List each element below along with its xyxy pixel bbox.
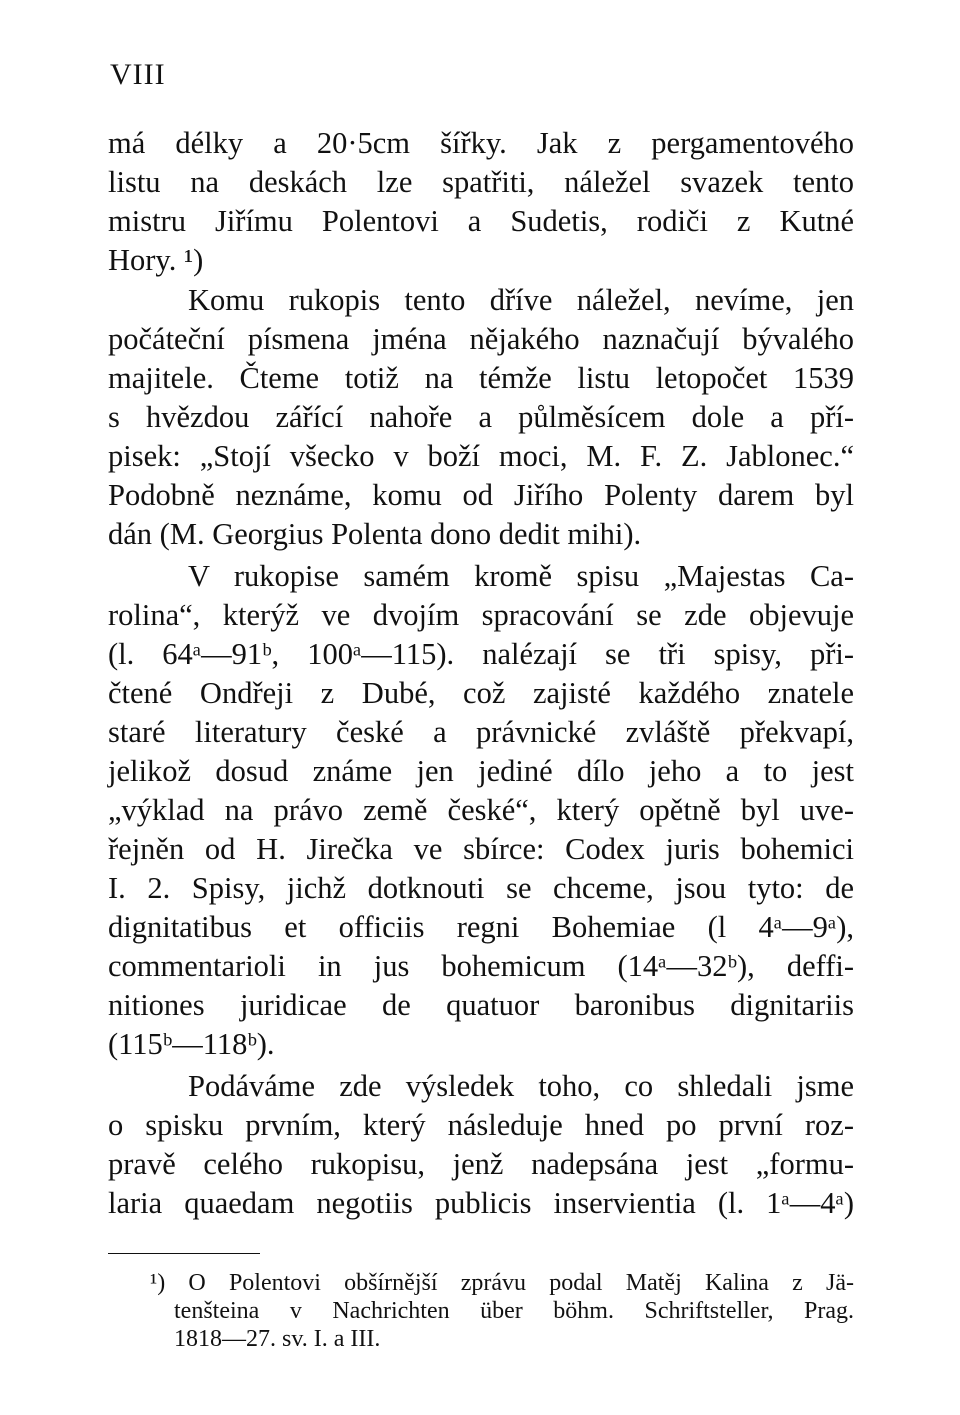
text-line-26: o spisku prvním, který následuje hned po první roz- — [108, 1108, 854, 1142]
text-line-22: commentarioli in jus bohemicum (14ᵃ—32ᵇ), deffi- — [108, 949, 854, 983]
text-line-24: (115ᵇ—118ᵇ). — [108, 1027, 275, 1061]
text-line-14: (l. 64ᵃ—91ᵇ, 100ᵃ—115). nalézají se tři spisy, při- — [108, 637, 854, 671]
text-line-16: staré literatury české a právnické zvláště překvapí, — [108, 715, 854, 749]
text-line-28: laria quaedam negotiis publicis inservientia (l. 1ᵃ—4ᵃ) — [108, 1186, 854, 1220]
text-line-5: Komu rukopis tento dříve náležel, nevíme, jen — [188, 283, 854, 317]
text-line-17: jelikož dosud známe jen jediné dílo jeho a to jest — [108, 754, 854, 788]
text-line-23: nitiones juridicae de quatuor baronibus dignitariis — [108, 988, 854, 1022]
text-line-13: rolina“, kterýž ve dvojím spracování se zde objevuje — [108, 598, 854, 632]
footnote-line-2: tenšteina v Nachrichten über böhm. Schriftsteller, Prag. — [174, 1298, 854, 1324]
text-line-25: Podáváme zde výsledek toho, co shledali jsme — [188, 1069, 854, 1103]
text-line-19: řejněn od H. Jirečka ve sbírce: Codex juris bohemici — [108, 832, 854, 866]
text-line-12: V rukopise samém kromě spisu „Majestas Ca- — [188, 559, 854, 593]
text-line-6: počáteční písmena jména nějakého naznačují bývalého — [108, 322, 854, 356]
text-line-2: listu na deskách lze spatřiti, náležel svazek tento — [108, 165, 854, 199]
footnote-line-3: 1818—27. sv. I. a III. — [174, 1326, 381, 1352]
text-line-20: I. 2. Spisy, jichž dotknouti se chceme, jsou tyto: de — [108, 871, 854, 905]
text-line-8: s hvězdou zářící nahoře a půlměsícem dole a pří- — [108, 400, 854, 434]
text-line-15: čtené Ondřeji z Dubé, což zajisté každého znatele — [108, 676, 854, 710]
footnote-divider — [108, 1253, 260, 1254]
footnote-line-1: ¹) O Polentovi obšírnější zprávu podal Matěj Kalina z Jä- — [150, 1270, 854, 1296]
text-line-1: má délky a 20·5cm šířky. Jak z pergamentového — [108, 126, 854, 160]
text-line-7: majitele. Čteme totiž na témže listu letopočet 1539 — [108, 361, 854, 395]
text-line-27: pravě celého rukopisu, jenž nadepsána jest „formu- — [108, 1147, 854, 1181]
text-line-11: dán (M. Georgius Polenta dono dedit mihi). — [108, 517, 642, 551]
text-line-21: dignitatibus et officiis regni Bohemiae (l 4ᵃ—9ᵃ), — [108, 910, 854, 944]
text-line-9: pisek: „Stojí všecko v boží moci, M. F. Z. Jablonec.“ — [108, 439, 854, 473]
text-line-4: Hory. ¹) — [108, 243, 204, 277]
page-number: VIII — [110, 58, 166, 91]
text-line-10: Podobně neznáme, komu od Jiřího Polenty darem byl — [108, 478, 854, 512]
text-line-3: mistru Jiřímu Polentovi a Sudetis, rodiči z Kutné — [108, 204, 854, 238]
text-line-18: „výklad na právo země české“, který opětně byl uve- — [108, 793, 854, 827]
